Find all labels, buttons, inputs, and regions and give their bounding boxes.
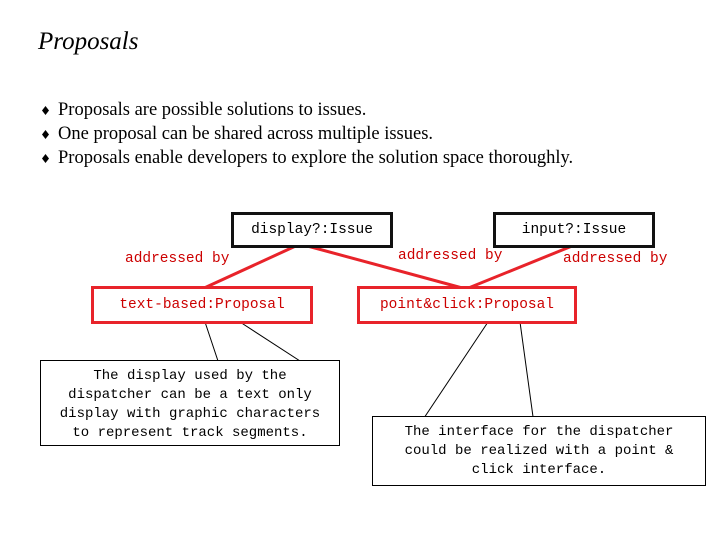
note-callout-left bbox=[205, 322, 300, 361]
note-callout-right bbox=[420, 322, 534, 424]
issue-display-label: display?:Issue bbox=[251, 222, 373, 238]
issue-input-label: input?:Issue bbox=[521, 222, 627, 238]
proposal-textbased-label: text-based:Proposal bbox=[119, 297, 285, 313]
proposal-textbased-box bbox=[91, 286, 313, 324]
issue-input-box bbox=[493, 212, 655, 248]
slide-title: Proposals bbox=[38, 28, 139, 55]
edge-label-right: addressed by bbox=[563, 251, 668, 267]
bullet-text: One proposal can be shared across multiple issues. bbox=[58, 124, 434, 144]
bullet-text: Proposals are possible solutions to issues. bbox=[58, 100, 367, 120]
note-right: The interface for the dispatcher could be realized with a point & click interface. bbox=[372, 416, 706, 486]
note-left: The display used by the dispatcher can be a text only display with graphic characters to represent track segments. bbox=[40, 360, 340, 446]
proposal-pointclick-box bbox=[357, 286, 577, 324]
issue-display-box bbox=[231, 212, 393, 248]
edge-label-middle: addressed by bbox=[398, 248, 503, 264]
edge-label-left: addressed by bbox=[125, 251, 230, 267]
proposal-pointclick-label: point&click:Proposal bbox=[379, 297, 555, 313]
bullet-text: Proposals enable developers to explore the solution space thoroughly. bbox=[58, 148, 574, 168]
